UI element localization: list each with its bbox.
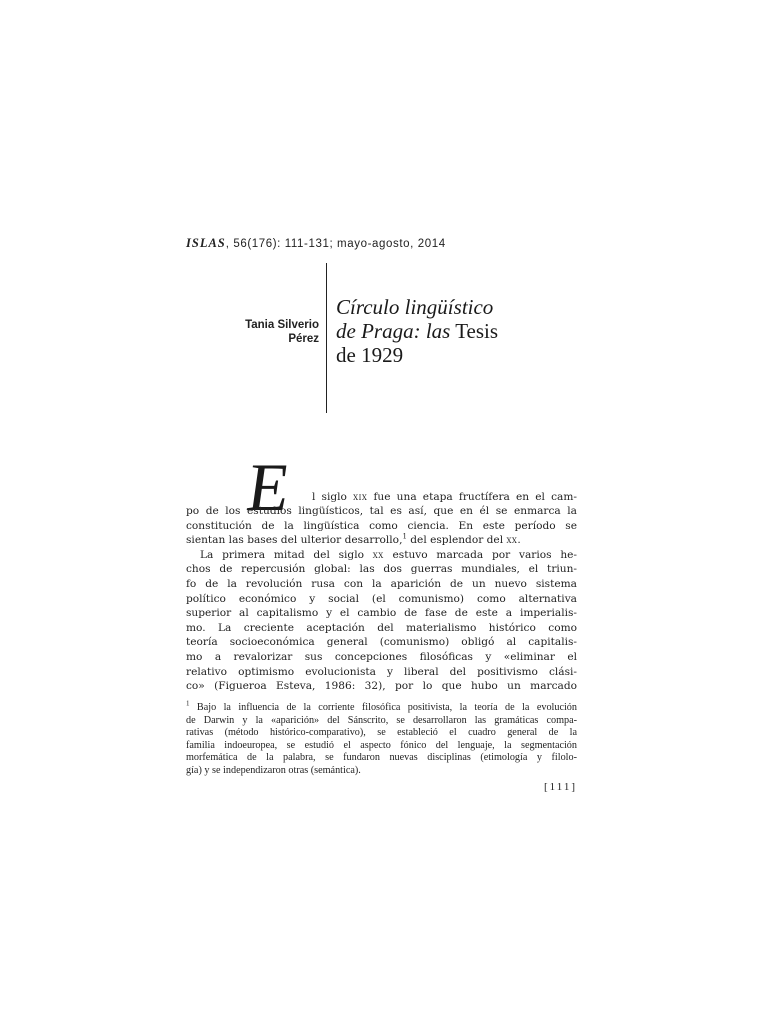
body-line: relativo optimismo evolucionista y liberal del positivismo clási- <box>186 665 577 678</box>
title-line-2-roman: Tesis <box>450 319 499 343</box>
drop-cap: E <box>242 449 295 525</box>
body-text: l siglo <box>312 491 354 503</box>
century-numeral: xix <box>353 491 368 503</box>
footnote-line: rativas (método histórico-comparativo), se estableció el cuadro general de la <box>186 727 577 739</box>
body-text: fue una etapa fructífera en el cam- <box>367 491 577 503</box>
title-line-2-italic: de Praga: las <box>336 319 451 343</box>
body-text-block <box>186 504 577 694</box>
body-text: La primera mitad del siglo <box>200 548 373 561</box>
footnote-text: Bajo la influencia de la corriente filosófica positivista, la teoría de la evolución <box>189 702 577 713</box>
body-line: fo de la revolución rusa con la aparición de un nuevo sistema <box>186 577 577 590</box>
body-line: co» (Figueroa Esteva, 1986: 32), por lo que hubo un marcado <box>186 680 577 693</box>
title-line-1: Círculo lingüístico <box>336 295 494 319</box>
body-text: sientan las bases del ulterior desarrollo, <box>186 534 403 547</box>
body-line: político económico y social (el comunismo) como alternativa <box>186 592 577 605</box>
body-line: mo. La creciente aceptación del materialismo histórico como <box>186 621 577 634</box>
footnote-line: familia indoeuropea, se estudió el aspecto fónico del lenguaje, la segmentación <box>186 739 577 751</box>
body-line: constitución de la lingüística como ciencia. En este período se <box>186 519 577 532</box>
footnote-line <box>186 699 577 715</box>
body-text: estuvo marcada por varios he- <box>383 548 577 561</box>
century-numeral: xx <box>372 548 384 561</box>
article-title <box>336 295 556 367</box>
author-name <box>200 318 319 346</box>
page-number: [111] <box>543 781 577 793</box>
body-line: chos de repercusión global: las dos guerras mundiales, el triun- <box>186 563 577 576</box>
body-line: po de los estudios lingüísticos, tal es así, que en él se enmarca la <box>186 505 577 517</box>
body-line: mo a revalorizar sus concepciones filosóficas y «eliminar el <box>186 650 577 663</box>
title-line-3: de 1929 <box>336 343 404 367</box>
body-text: . <box>517 534 521 547</box>
author-line-2: Pérez <box>288 333 319 345</box>
journal-name: ISLAS <box>186 236 226 250</box>
footnote <box>186 699 577 778</box>
body-first-line <box>312 490 577 505</box>
footnote-ref: 1 <box>402 532 407 541</box>
footnote-line: gía) y se independizaron otras (semántica). <box>186 764 361 776</box>
body-line <box>186 533 577 548</box>
title-divider <box>326 263 327 413</box>
journal-citation: , 56(176): 111-131; mayo-agosto, 2014 <box>225 238 446 250</box>
author-line-1: Tania Silverio <box>245 319 319 331</box>
footnote-line: morfemática de la palabra, se fundaron nuevas disciplinas (etimología y filolo- <box>186 752 577 764</box>
running-head <box>186 236 446 251</box>
footnote-line: de Darwin y la «aparición» del Sánscrito, se desarrollaron las gramáticas compa- <box>186 714 577 726</box>
body-line <box>186 548 577 563</box>
body-text: del esplendor del <box>406 534 507 547</box>
body-line: teoría socioeconómica general (comunismo) obligó al capitalis- <box>186 636 577 649</box>
body-line: superior al capitalismo y el cambio de fase de este a imperialis- <box>186 607 577 620</box>
footnote-marker: 1 <box>186 699 190 708</box>
century-numeral: xx <box>506 534 518 547</box>
